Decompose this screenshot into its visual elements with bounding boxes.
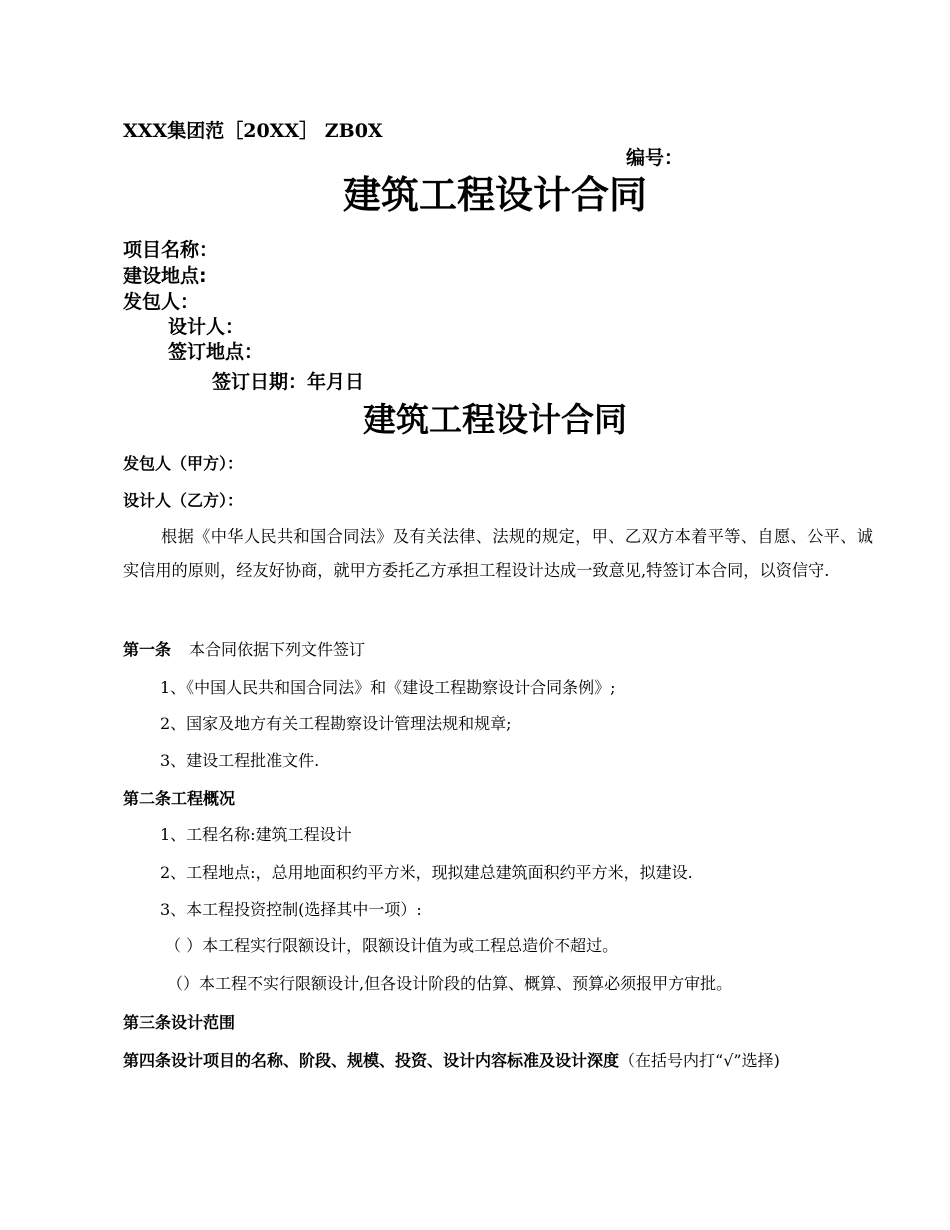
investment-option: （ ）本工程实行限额设计，限额设计值为或工程总造价不超过。 [165,936,619,955]
signing-place-field: 签订地点： [168,341,264,363]
article-2-item: 1、工程名称:建筑工程设计 [160,825,352,844]
investment-option: （）本工程不实行限额设计,但各设计阶段的估算、概算、预算必须报甲方审批。 [167,974,733,993]
project-name-field: 项目名称： [123,239,219,261]
document-code: XXX集团范［20XX］ ZB0X [123,120,383,142]
contract-title: 建筑工程设计合同 [363,400,627,439]
article-4-note: （在括号内打“√”选择) [619,1051,780,1070]
article-2-item: 2、工程地点:，总用地面积约平方米，现拟建总建筑面积约平方米，拟建设. [160,863,693,882]
preamble-paragraph: 根据《中华人民共和国合同法》及有关法律、法规的规定，甲、乙双方本着平等、自愿、公平、诚实信用的原则，经友好协商，就甲方委托乙方承担工程设计达成一致意见,特签订本合同，以资信守. [123,527,873,580]
article-1-heading [123,637,365,660]
article-2-heading: 第二条工程概况 [123,789,236,808]
article-1-item: 1、《中国人民共和国合同法》和《建设工程勘察设计合同条例》; [160,678,616,697]
article-1-item: 3、建设工程批准文件. [160,751,320,770]
article-1-label: 第一条 [123,640,172,659]
article-1-item: 2、国家及地方有关工程勘察设计管理法规和规章; [160,714,512,733]
article-2-item: 3、本工程投资控制(选择其中一项）: [160,900,422,919]
article-4-paragraph [123,1043,843,1080]
designer-field: 设计人： [168,316,245,338]
serial-number-label: 编号： [626,147,684,169]
cover-title: 建筑工程设计合同 [342,173,647,217]
article-4-heading: 第四条设计项目的名称、阶段、规模、投资、设计内容标准及设计深度 [123,1051,620,1070]
article-1-text: 本合同依据下列文件签订 [189,640,366,659]
site-field: 建设地点: [123,265,207,287]
party-b-line: 设计人（乙方）： [123,491,244,510]
party-a-line: 发包人（甲方）： [123,454,244,473]
article-3-heading: 第三条设计范围 [123,1013,236,1032]
signing-date-field: 签订日期：年月日 [212,371,365,393]
employer-field: 发包人： [123,291,200,313]
